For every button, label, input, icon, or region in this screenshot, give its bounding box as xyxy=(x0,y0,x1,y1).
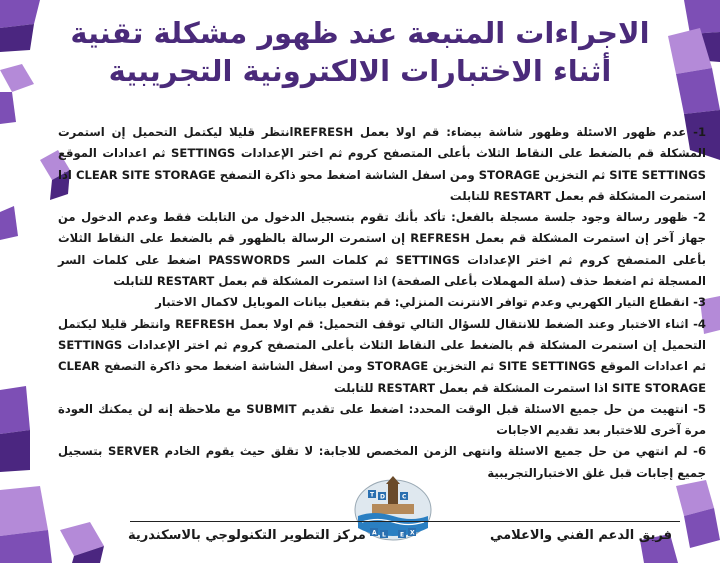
list-item: 4- اثناء الاختبار وعند الضغط للانتقال للسؤال التالي توقف التحميل: قم اولا بعمل REFRESH وانتظر قليلا ليكتمل التحميل إن استمرت المشكلة قم بالضغط على النقاط الثلاث بأعلى المتصفح كروم ثم اختر الإعدادات SETTINGS ثم اعدادات الموقع SITE SETTINGS ثم التخزين STORAGE ومن اسفل الشاشة اضغط محو ذاكرة التصفح CLEAR SITE STORAGE اذا استمرت المشكلة قم بعمل RESTART للتابلت xyxy=(58,316,707,395)
list-item: 6- لم انتهي من حل جميع الاسئلة وانتهى الزمن المخصص للاجابة: لا تقلق حيث يقوم الخادم SERVER بتسجيل جميع إجابات قبل غلق الاختبارالتجريبية xyxy=(58,444,707,480)
instructions-list xyxy=(58,122,706,484)
title-line-1: الاجراءات المتبعة عند ظهور مشكلة تقنية xyxy=(70,16,650,50)
footer-team: فريق الدعم الفني والاعلامي xyxy=(489,528,672,543)
list-item: 2- ظهور رسالة وجود جلسة مسجلة بالفعل: تأكد بأنك تقوم بتسجيل الدخول من التابلت فقط وعدم الدخول من جهاز آخر إن استمرت المشكلة قم بعمل REFRESH إن استمرت الرسالة بالظهور قم بالضغط على النقاط الثلاث بأعلى المتصفح كروم ثم اختر الإعدادات SETTINGS ثم كلمات السر PASSWORDS اضغط على كلمات السر المسجلة ثم اضغط حذف (سلة المهملات بأعلى الصفحة) اذا استمرت المشكلة قم بعمل RESTART للتابلت xyxy=(58,210,706,289)
list-item: 5- انتهيت من حل جميع الاسئلة قبل الوقت المحدد: اضغط على تقديم SUBMIT مع ملاحظة إنه لن يمكنك العودة مرة آخرى للاختبار بعد تقديم الاجابات xyxy=(58,401,706,438)
footer-center: مركز التطوير التكنولوجي بالاسكندرية xyxy=(128,528,366,543)
title-line-2: أثناء الاختبارات الالكترونية التجريبية xyxy=(108,54,612,88)
svg-text:C: C xyxy=(402,493,407,501)
list-item: 3- انقطاع التيار الكهربي وعدم توافر الانترنت المنزلي: قم بتفعيل بيانات الموبايل لاكمال الاختبار xyxy=(155,295,706,310)
svg-text:X: X xyxy=(410,529,415,537)
list-item: 1- عدم ظهور الاسئلة وظهور شاشة بيضاء: قم اولا بعمل REFRESHانتظر قليلا ليكتمل التحميل إن استمرت المشكلة قم بالضغط على النقاط الثلاث بأعلى المتصفح كروم ثم اختر الإعدادات SETTINGS ثم اعدادات الموقع SITE SETTINGS ثم التخزين STORAGE ومن اسفل الشاشة اضغط محو ذاكرة التصفح CLEAR SITE STORAGE اذا استمرت المشكلة قم بعمل RESTART للتابلت xyxy=(58,125,707,203)
svg-text:L: L xyxy=(382,531,386,539)
svg-text:T: T xyxy=(370,491,375,499)
svg-text:D: D xyxy=(380,493,385,501)
svg-text:E: E xyxy=(400,531,405,539)
footer-divider xyxy=(130,521,680,522)
svg-text:A: A xyxy=(372,529,377,537)
page-title xyxy=(60,14,660,90)
